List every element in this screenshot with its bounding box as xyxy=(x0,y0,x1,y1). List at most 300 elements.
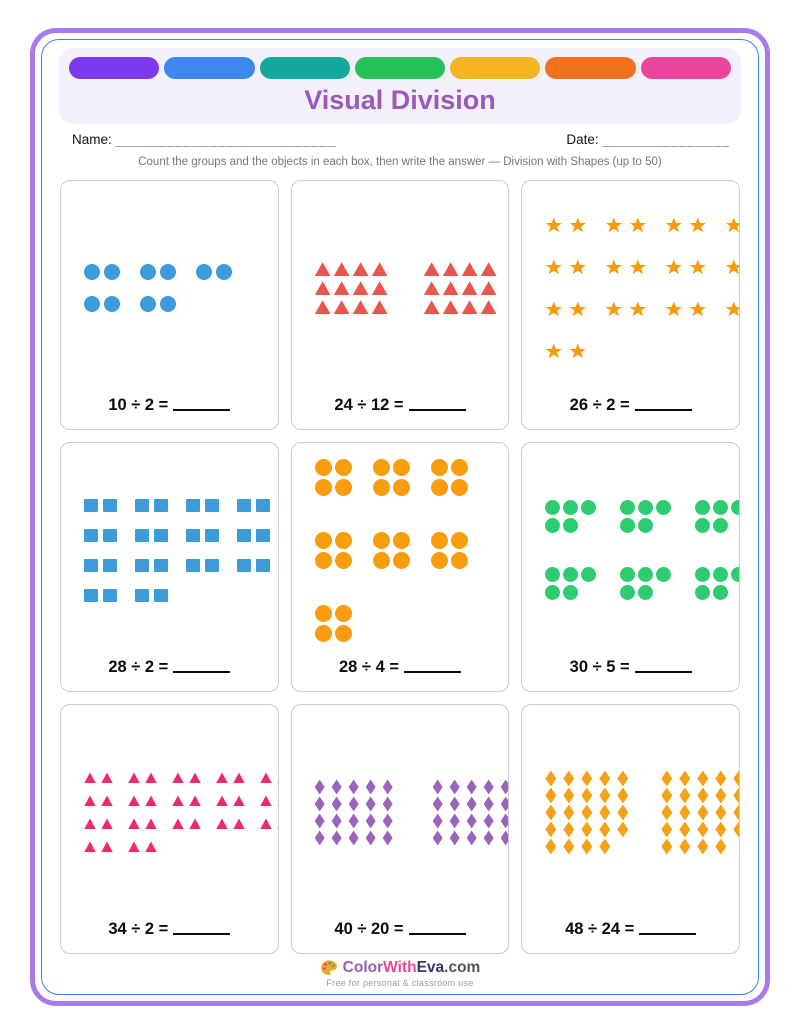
shape-group xyxy=(373,532,410,569)
triangle-icon xyxy=(481,262,497,276)
circle-icon xyxy=(335,625,352,642)
answer-blank-line xyxy=(639,933,696,935)
shape-group xyxy=(84,772,113,783)
circle-icon xyxy=(393,459,410,476)
circle-icon xyxy=(315,605,332,622)
equation-text xyxy=(292,920,509,953)
square-icon xyxy=(205,529,219,542)
triangle-icon xyxy=(424,300,440,314)
triangle-icon xyxy=(277,772,279,783)
shape-group xyxy=(237,559,270,572)
diamond-icon xyxy=(484,796,494,811)
equation-label: 48 ÷ 24 = xyxy=(565,920,635,938)
star-icon xyxy=(665,301,682,317)
triangle-icon xyxy=(128,772,140,783)
circle-icon xyxy=(335,459,352,476)
square-icon xyxy=(186,499,200,512)
diamond-icon xyxy=(581,770,592,786)
circle-icon xyxy=(373,552,390,569)
shape-group-row xyxy=(315,605,509,642)
circle-icon xyxy=(431,532,448,549)
diamond-icon xyxy=(661,770,672,786)
triangle-icon xyxy=(315,262,331,276)
diamond-icon xyxy=(450,779,460,794)
shape-group xyxy=(128,841,157,852)
triangle-icon xyxy=(172,772,184,783)
star-icon xyxy=(569,343,586,359)
shape-group xyxy=(172,818,201,829)
circle-icon xyxy=(431,552,448,569)
shape-group xyxy=(373,459,410,496)
triangle-icon xyxy=(334,262,350,276)
date-field xyxy=(566,132,730,147)
footer xyxy=(58,959,742,988)
triangle-icon xyxy=(145,841,157,852)
equation-text xyxy=(61,658,278,691)
triangle-icon xyxy=(481,300,497,314)
rainbow-segment-1 xyxy=(69,57,159,79)
star-icon xyxy=(629,217,646,233)
equation-text xyxy=(61,396,278,429)
page-title: Visual Division xyxy=(304,85,496,115)
problem-card-4 xyxy=(60,442,279,692)
circle-icon xyxy=(581,567,596,582)
diamond-icon xyxy=(563,804,574,820)
shape-group xyxy=(545,217,586,233)
square-icon xyxy=(154,559,168,572)
triangle-icon xyxy=(462,300,478,314)
equation-label: 10 ÷ 2 = xyxy=(108,395,169,414)
brand-part: With xyxy=(383,959,417,976)
square-icon xyxy=(103,589,117,602)
diamond-icon xyxy=(563,770,574,786)
date-label: Date: xyxy=(566,131,599,147)
worksheet-header xyxy=(59,48,741,124)
square-icon xyxy=(103,529,117,542)
shape-group-row xyxy=(545,217,739,233)
triangle-icon xyxy=(128,818,140,829)
circle-icon xyxy=(431,459,448,476)
shape-group xyxy=(260,772,279,783)
circle-icon xyxy=(315,625,332,642)
shape-group-row xyxy=(84,296,278,312)
diamond-icon xyxy=(349,830,359,845)
circle-icon xyxy=(656,500,671,515)
shape-group xyxy=(237,529,270,542)
shape-group-row xyxy=(84,559,278,572)
rainbow-segment-2 xyxy=(164,57,254,79)
triangle-icon xyxy=(145,772,157,783)
shape-group xyxy=(545,770,628,854)
diamond-icon xyxy=(581,804,592,820)
shape-group xyxy=(605,301,646,317)
shape-group xyxy=(725,217,740,233)
shape-area xyxy=(61,705,278,920)
shape-group xyxy=(725,301,740,317)
triangle-icon xyxy=(84,818,96,829)
shape-area xyxy=(522,705,739,920)
diamond-icon xyxy=(332,830,342,845)
problem-card-3 xyxy=(521,180,740,430)
square-icon xyxy=(154,529,168,542)
shape-group xyxy=(172,772,201,783)
diamond-icon xyxy=(581,838,592,854)
circle-icon xyxy=(563,585,578,600)
circle-icon xyxy=(713,585,728,600)
diamond-icon xyxy=(332,813,342,828)
circle-icon xyxy=(451,532,468,549)
diamond-icon xyxy=(697,770,708,786)
triangle-icon xyxy=(353,262,369,276)
shape-group-row xyxy=(84,529,278,542)
shape-group xyxy=(84,841,113,852)
diamond-icon xyxy=(599,804,610,820)
page-inner-border xyxy=(41,39,759,995)
square-icon xyxy=(237,559,251,572)
star-icon xyxy=(629,259,646,275)
diamond-icon xyxy=(733,770,740,786)
name-field xyxy=(72,132,337,147)
shape-group xyxy=(186,529,219,542)
diamond-icon xyxy=(545,770,556,786)
shape-group xyxy=(620,567,671,600)
diamond-icon xyxy=(715,787,726,803)
diamond-icon xyxy=(366,796,376,811)
circle-icon xyxy=(713,518,728,533)
triangle-icon xyxy=(84,841,96,852)
triangle-icon xyxy=(189,818,201,829)
square-icon xyxy=(103,499,117,512)
triangle-icon xyxy=(372,262,388,276)
diamond-icon xyxy=(332,796,342,811)
shape-group xyxy=(315,459,352,496)
footer-tagline: Free for personal & classroom use xyxy=(326,978,474,988)
shape-group xyxy=(216,818,245,829)
star-icon xyxy=(689,259,706,275)
diamond-icon xyxy=(349,813,359,828)
circle-icon xyxy=(140,264,156,280)
equation-label: 28 ÷ 4 = xyxy=(339,657,399,676)
problems-grid xyxy=(58,180,742,954)
triangle-icon xyxy=(189,772,201,783)
rainbow-bar xyxy=(69,57,731,79)
triangle-icon xyxy=(353,300,369,314)
answer-blank-line xyxy=(173,409,230,411)
triangle-icon xyxy=(462,262,478,276)
circle-icon xyxy=(545,518,560,533)
circle-icon xyxy=(451,479,468,496)
diamond-icon xyxy=(545,821,556,837)
star-icon xyxy=(545,259,562,275)
triangle-icon xyxy=(443,281,459,295)
circle-icon xyxy=(315,532,332,549)
diamond-icon xyxy=(484,813,494,828)
diamond-icon xyxy=(679,770,690,786)
diamond-icon xyxy=(545,838,556,854)
square-icon xyxy=(237,499,251,512)
circle-icon xyxy=(104,296,120,312)
shape-group xyxy=(661,770,740,854)
shape-group-row xyxy=(84,795,278,806)
diamond-icon xyxy=(563,821,574,837)
triangle-icon xyxy=(101,818,113,829)
rainbow-segment-7 xyxy=(641,57,731,79)
diamond-icon xyxy=(599,821,610,837)
triangle-icon xyxy=(216,818,228,829)
diamond-icon xyxy=(697,821,708,837)
square-icon xyxy=(135,529,149,542)
square-icon xyxy=(237,529,251,542)
shape-area xyxy=(522,181,739,396)
circle-icon xyxy=(393,479,410,496)
circle-icon xyxy=(160,296,176,312)
diamond-icon xyxy=(599,787,610,803)
diamond-icon xyxy=(383,813,393,828)
shape-group xyxy=(433,779,510,845)
circle-icon xyxy=(620,518,635,533)
star-icon xyxy=(725,259,740,275)
equation-text xyxy=(61,920,278,953)
shape-group xyxy=(84,499,117,512)
shape-group xyxy=(620,500,671,533)
diamond-icon xyxy=(366,813,376,828)
diamond-icon xyxy=(679,838,690,854)
shape-group-row xyxy=(315,779,509,845)
diamond-icon xyxy=(467,779,477,794)
shape-group-row xyxy=(84,818,278,829)
shape-area xyxy=(292,705,509,920)
triangle-icon xyxy=(145,818,157,829)
shape-group xyxy=(431,459,468,496)
circle-icon xyxy=(196,264,212,280)
triangle-icon xyxy=(101,772,113,783)
diamond-icon xyxy=(581,787,592,803)
circle-icon xyxy=(160,264,176,280)
shape-group xyxy=(545,567,596,600)
circle-icon xyxy=(335,605,352,622)
square-icon xyxy=(135,559,149,572)
diamond-icon xyxy=(661,804,672,820)
circle-icon xyxy=(373,459,390,476)
rainbow-segment-5 xyxy=(450,57,540,79)
circle-icon xyxy=(713,567,728,582)
answer-blank-line xyxy=(409,933,466,935)
shape-group xyxy=(545,500,596,533)
name-label: Name: xyxy=(72,131,112,147)
diamond-icon xyxy=(366,830,376,845)
square-icon xyxy=(84,499,98,512)
circle-icon xyxy=(638,585,653,600)
circle-icon xyxy=(638,518,653,533)
triangle-icon xyxy=(172,818,184,829)
star-icon xyxy=(725,301,740,317)
diamond-icon xyxy=(661,838,672,854)
shape-group-row xyxy=(84,841,278,852)
triangle-icon xyxy=(315,300,331,314)
triangle-icon xyxy=(189,795,201,806)
circle-icon xyxy=(620,500,635,515)
diamond-icon xyxy=(450,813,460,828)
rainbow-segment-4 xyxy=(355,57,445,79)
circle-icon xyxy=(695,567,710,582)
star-icon xyxy=(605,217,622,233)
shape-group xyxy=(605,217,646,233)
triangle-icon xyxy=(216,772,228,783)
star-icon xyxy=(665,217,682,233)
diamond-icon xyxy=(383,779,393,794)
triangle-icon xyxy=(101,841,113,852)
shape-group-row xyxy=(545,343,739,359)
diamond-icon xyxy=(315,830,325,845)
diamond-icon xyxy=(545,804,556,820)
square-icon xyxy=(135,589,149,602)
diamond-icon xyxy=(697,787,708,803)
shape-group xyxy=(665,259,706,275)
palette-icon xyxy=(320,959,338,977)
shape-group xyxy=(135,589,168,602)
diamond-icon xyxy=(563,787,574,803)
shape-group xyxy=(140,296,176,312)
problem-card-8 xyxy=(291,704,510,954)
shape-group xyxy=(315,532,352,569)
answer-blank-line xyxy=(635,671,692,673)
circle-icon xyxy=(335,552,352,569)
square-icon xyxy=(84,559,98,572)
square-icon xyxy=(256,529,270,542)
shape-group-row xyxy=(84,264,278,280)
square-icon xyxy=(154,499,168,512)
shape-group xyxy=(84,795,113,806)
circle-icon xyxy=(695,585,710,600)
problem-card-9 xyxy=(521,704,740,954)
shape-group xyxy=(196,264,232,280)
square-icon xyxy=(154,589,168,602)
triangle-icon xyxy=(353,281,369,295)
diamond-icon xyxy=(467,813,477,828)
shape-group xyxy=(315,779,393,845)
triangle-icon xyxy=(481,281,497,295)
diamond-icon xyxy=(679,821,690,837)
diamond-icon xyxy=(501,779,510,794)
shape-area xyxy=(292,443,509,658)
shape-group xyxy=(605,259,646,275)
problem-card-5 xyxy=(291,442,510,692)
circle-icon xyxy=(695,500,710,515)
diamond-icon xyxy=(501,813,510,828)
shape-area xyxy=(522,443,739,658)
instruction-text: Count the groups and the objects in each box, then write the answer — Division with Shapes (up to 50) xyxy=(138,155,662,168)
diamond-icon xyxy=(617,770,628,786)
shape-group xyxy=(135,529,168,542)
shape-group-row xyxy=(545,500,739,533)
brand-part: .com xyxy=(444,959,481,976)
shape-group-row xyxy=(84,589,278,602)
triangle-icon xyxy=(84,795,96,806)
triangle-icon xyxy=(372,281,388,295)
shape-group xyxy=(186,559,219,572)
triangle-icon xyxy=(84,772,96,783)
diamond-icon xyxy=(733,804,740,820)
shape-area xyxy=(61,181,278,396)
page-outer-border xyxy=(30,28,770,1006)
shape-group-row xyxy=(545,301,739,317)
shape-group xyxy=(315,605,352,642)
star-icon xyxy=(725,217,740,233)
star-icon xyxy=(569,301,586,317)
diamond-icon xyxy=(733,821,740,837)
shape-group xyxy=(216,772,245,783)
diamond-icon xyxy=(501,796,510,811)
shape-group xyxy=(237,499,270,512)
diamond-icon xyxy=(715,838,726,854)
problem-card-2 xyxy=(291,180,510,430)
equation-label: 40 ÷ 20 = xyxy=(334,920,404,938)
square-icon xyxy=(205,559,219,572)
square-icon xyxy=(186,559,200,572)
shape-group xyxy=(135,499,168,512)
triangle-icon xyxy=(334,281,350,295)
square-icon xyxy=(103,559,117,572)
diamond-icon xyxy=(617,804,628,820)
shape-area xyxy=(292,181,509,396)
equation-text xyxy=(292,658,509,691)
circle-icon xyxy=(393,532,410,549)
triangle-icon xyxy=(443,300,459,314)
circle-icon xyxy=(638,500,653,515)
name-blank-line: __________________________ xyxy=(115,131,337,147)
shape-group xyxy=(84,589,117,602)
circle-icon xyxy=(335,479,352,496)
circle-icon xyxy=(563,518,578,533)
star-icon xyxy=(569,217,586,233)
brand-name xyxy=(343,959,481,977)
answer-blank-line xyxy=(173,933,230,935)
circle-icon xyxy=(638,567,653,582)
shape-group xyxy=(545,301,586,317)
triangle-icon xyxy=(128,841,140,852)
shape-group xyxy=(665,217,706,233)
diamond-icon xyxy=(581,821,592,837)
diamond-icon xyxy=(433,779,443,794)
triangle-icon xyxy=(372,300,388,314)
circle-icon xyxy=(656,567,671,582)
answer-blank-line xyxy=(409,409,466,411)
problem-card-7 xyxy=(60,704,279,954)
shape-group xyxy=(695,567,740,600)
triangle-icon xyxy=(424,262,440,276)
triangle-icon xyxy=(233,795,245,806)
diamond-icon xyxy=(315,796,325,811)
triangle-icon xyxy=(260,818,272,829)
diamond-icon xyxy=(661,821,672,837)
triangle-icon xyxy=(101,795,113,806)
shape-group xyxy=(545,259,586,275)
circle-icon xyxy=(545,585,560,600)
diamond-icon xyxy=(599,838,610,854)
square-icon xyxy=(256,559,270,572)
diamond-icon xyxy=(661,787,672,803)
shape-group xyxy=(216,795,245,806)
circle-icon xyxy=(84,264,100,280)
diamond-icon xyxy=(545,787,556,803)
triangle-icon xyxy=(233,772,245,783)
triangle-icon xyxy=(260,795,272,806)
diamond-icon xyxy=(599,770,610,786)
star-icon xyxy=(665,259,682,275)
shape-group xyxy=(545,343,586,359)
star-icon xyxy=(545,301,562,317)
square-icon xyxy=(84,589,98,602)
